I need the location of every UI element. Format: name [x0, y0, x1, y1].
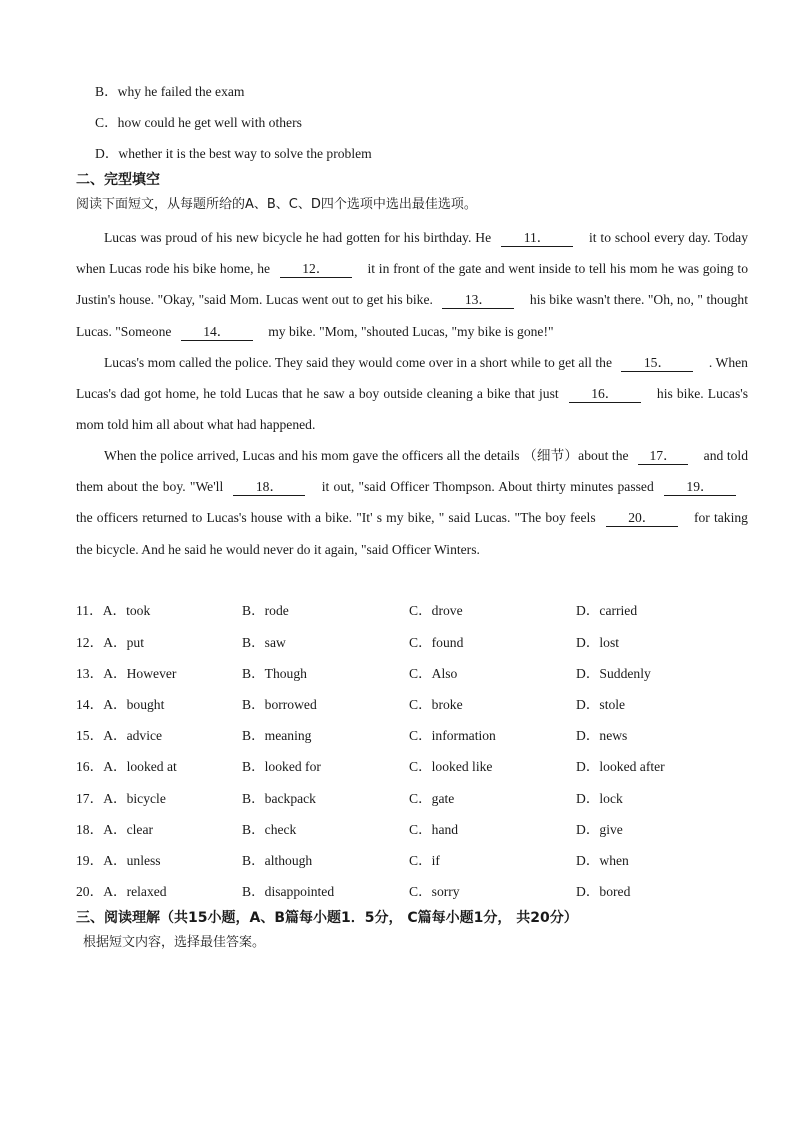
p1-text-5: my bike. "Mom, "shouted Lucas, "my bike is gone!" — [264, 323, 554, 339]
blank-13: 13． — [442, 292, 514, 309]
option-a: A．put — [103, 635, 144, 650]
question-row-16 — [76, 758, 756, 776]
blank-19: 19． — [664, 479, 736, 496]
p1-text-1: Lucas was proud of his new bicycle he had gotten for his birthday. He — [104, 230, 496, 245]
p2-text-3: his bike. Lucas's mom told him all about what had happened. — [76, 386, 748, 433]
option-a: A．unless — [103, 853, 161, 868]
passage-paragraph-2 — [76, 347, 748, 441]
option-b[interactable]: B．although — [242, 853, 313, 868]
option-b[interactable]: B．rode — [242, 603, 289, 618]
blank-17: 17． — [638, 448, 688, 465]
question-row-12 — [76, 634, 756, 652]
section3-heading: 三、阅读理解（共15小题，A、B篇每小题1．5分， C篇每小题1分， 共20分） — [76, 910, 578, 926]
question-number: 14． — [76, 697, 104, 712]
option-c[interactable]: C．broke — [409, 697, 463, 712]
blank-12: 12． — [280, 261, 352, 278]
option-b[interactable]: B．Though — [242, 666, 307, 681]
question-number: 18． — [76, 822, 104, 837]
p3-text-4: the officers returned to Lucas's house with a bike. "It' s my bike, " said Lucas. "The boy feels — [76, 510, 600, 526]
question-number-option-a[interactable] — [76, 821, 153, 839]
prev-option-c: C．how could he get well with others — [95, 115, 302, 130]
question-number: 20． — [76, 884, 104, 899]
option-d[interactable]: D．give — [576, 822, 623, 837]
option-b[interactable]: B．looked for — [242, 759, 321, 774]
question-number-option-a[interactable] — [76, 758, 177, 776]
option-a: A．took — [102, 603, 151, 618]
blank-11: 11． — [501, 230, 573, 247]
prev-option-b: B．why he failed the exam — [95, 84, 245, 99]
option-c[interactable]: C．sorry — [409, 884, 460, 899]
option-d[interactable]: D．news — [576, 728, 628, 743]
option-c[interactable]: C．drove — [409, 603, 463, 618]
section2-instruction: 阅读下面短文，从每题所给的A、B、C、D四个选项中选出最佳选项。 — [76, 197, 477, 212]
option-d[interactable]: D．lost — [576, 635, 620, 650]
p3-text-2: and told them about the boy. "We'll — [76, 448, 748, 495]
question-row-11 — [76, 602, 756, 620]
prev-option-d: D．whether it is the best way to solve the problem — [95, 146, 372, 161]
option-a: A．looked at — [103, 759, 177, 774]
option-c[interactable]: C．looked like — [409, 759, 493, 774]
question-row-17 — [76, 790, 756, 808]
option-a: A．bicycle — [103, 791, 166, 806]
blank-18: 18． — [233, 479, 305, 496]
question-number: 12． — [76, 635, 104, 650]
question-row-13 — [76, 665, 756, 683]
option-c[interactable]: C．found — [409, 635, 464, 650]
option-a: A．However — [103, 666, 177, 681]
passage-paragraph-3 — [76, 440, 748, 565]
option-b[interactable]: B．borrowed — [242, 697, 317, 712]
option-d[interactable]: D．when — [576, 853, 629, 868]
question-number-option-a[interactable] — [76, 883, 167, 901]
p1-text-4: his bike wasn't there. "Oh, no, " thought Lucas. "Someone — [76, 292, 748, 339]
section3-instruction: 根据短文内容，选择最佳答案。 — [83, 935, 266, 950]
option-a: A．clear — [103, 822, 154, 837]
p1-text-3: it in front of the gate and went inside to tell his mom he was going to Justin's house. "Okay, "said Mom. Lucas went out to get his bike. — [76, 261, 748, 308]
blank-16: 16． — [569, 386, 641, 403]
question-row-19 — [76, 852, 756, 870]
question-number-option-a[interactable] — [76, 665, 176, 683]
p2-text-1: Lucas's mom called the police. They said they would come over in a short while to get all the — [104, 355, 616, 370]
option-a: A．relaxed — [103, 884, 167, 899]
question-number: 17． — [76, 791, 104, 806]
option-b[interactable]: B．check — [242, 822, 297, 837]
question-number-option-a[interactable] — [76, 634, 144, 652]
question-number: 13． — [76, 666, 104, 681]
p3-text-5: for taking the bicycle. And he said he would never do it again, "said Officer Winters. — [76, 510, 748, 557]
option-d[interactable]: D．bored — [576, 884, 631, 899]
option-d[interactable]: D．carried — [576, 603, 638, 618]
blank-15: 15． — [621, 355, 693, 372]
option-a: A．bought — [103, 697, 165, 712]
option-d[interactable]: D．lock — [576, 791, 623, 806]
question-number-option-a[interactable] — [76, 602, 150, 620]
question-number: 19． — [76, 853, 104, 868]
question-number: 11． — [76, 603, 103, 618]
question-number-option-a[interactable] — [76, 852, 161, 870]
question-number-option-a[interactable] — [76, 696, 164, 714]
question-number: 16． — [76, 759, 104, 774]
p3-text-3: it out, "said Officer Thompson. About thirty minutes passed — [317, 479, 658, 495]
question-number-option-a[interactable] — [76, 790, 166, 808]
option-d[interactable]: D．looked after — [576, 759, 665, 774]
question-row-20 — [76, 883, 756, 901]
passage-paragraph-1 — [76, 222, 748, 347]
option-c[interactable]: C．gate — [409, 791, 455, 806]
blank-20: 20． — [606, 510, 678, 527]
question-number-option-a[interactable] — [76, 727, 162, 745]
p1-text-2: it to school every day. Today when Lucas rode his bike home, he — [76, 230, 749, 277]
question-number: 15． — [76, 728, 104, 743]
option-d[interactable]: D．Suddenly — [576, 666, 651, 681]
p2-text-2: . When Lucas's dad got home, he told Lucas that he saw a boy outside cleaning a bike that just — [76, 355, 748, 402]
option-b[interactable]: B．disappointed — [242, 884, 335, 899]
option-b[interactable]: B．saw — [242, 635, 286, 650]
option-c[interactable]: C．if — [409, 853, 440, 868]
option-c[interactable]: C．information — [409, 728, 496, 743]
option-c[interactable]: C．Also — [409, 666, 458, 681]
option-c[interactable]: C．hand — [409, 822, 459, 837]
option-a: A．advice — [103, 728, 163, 743]
question-row-18 — [76, 821, 756, 839]
option-d[interactable]: D．stole — [576, 697, 626, 712]
option-b[interactable]: B．backpack — [242, 791, 316, 806]
section2-heading: 二、完型填空 — [76, 172, 160, 188]
question-row-14 — [76, 696, 756, 714]
question-row-15 — [76, 727, 756, 745]
blank-14: 14． — [181, 324, 253, 341]
option-b[interactable]: B．meaning — [242, 728, 312, 743]
p3-text-1: When the police arrived, Lucas and his mom gave the officers all the details （细节）about the — [104, 448, 633, 463]
